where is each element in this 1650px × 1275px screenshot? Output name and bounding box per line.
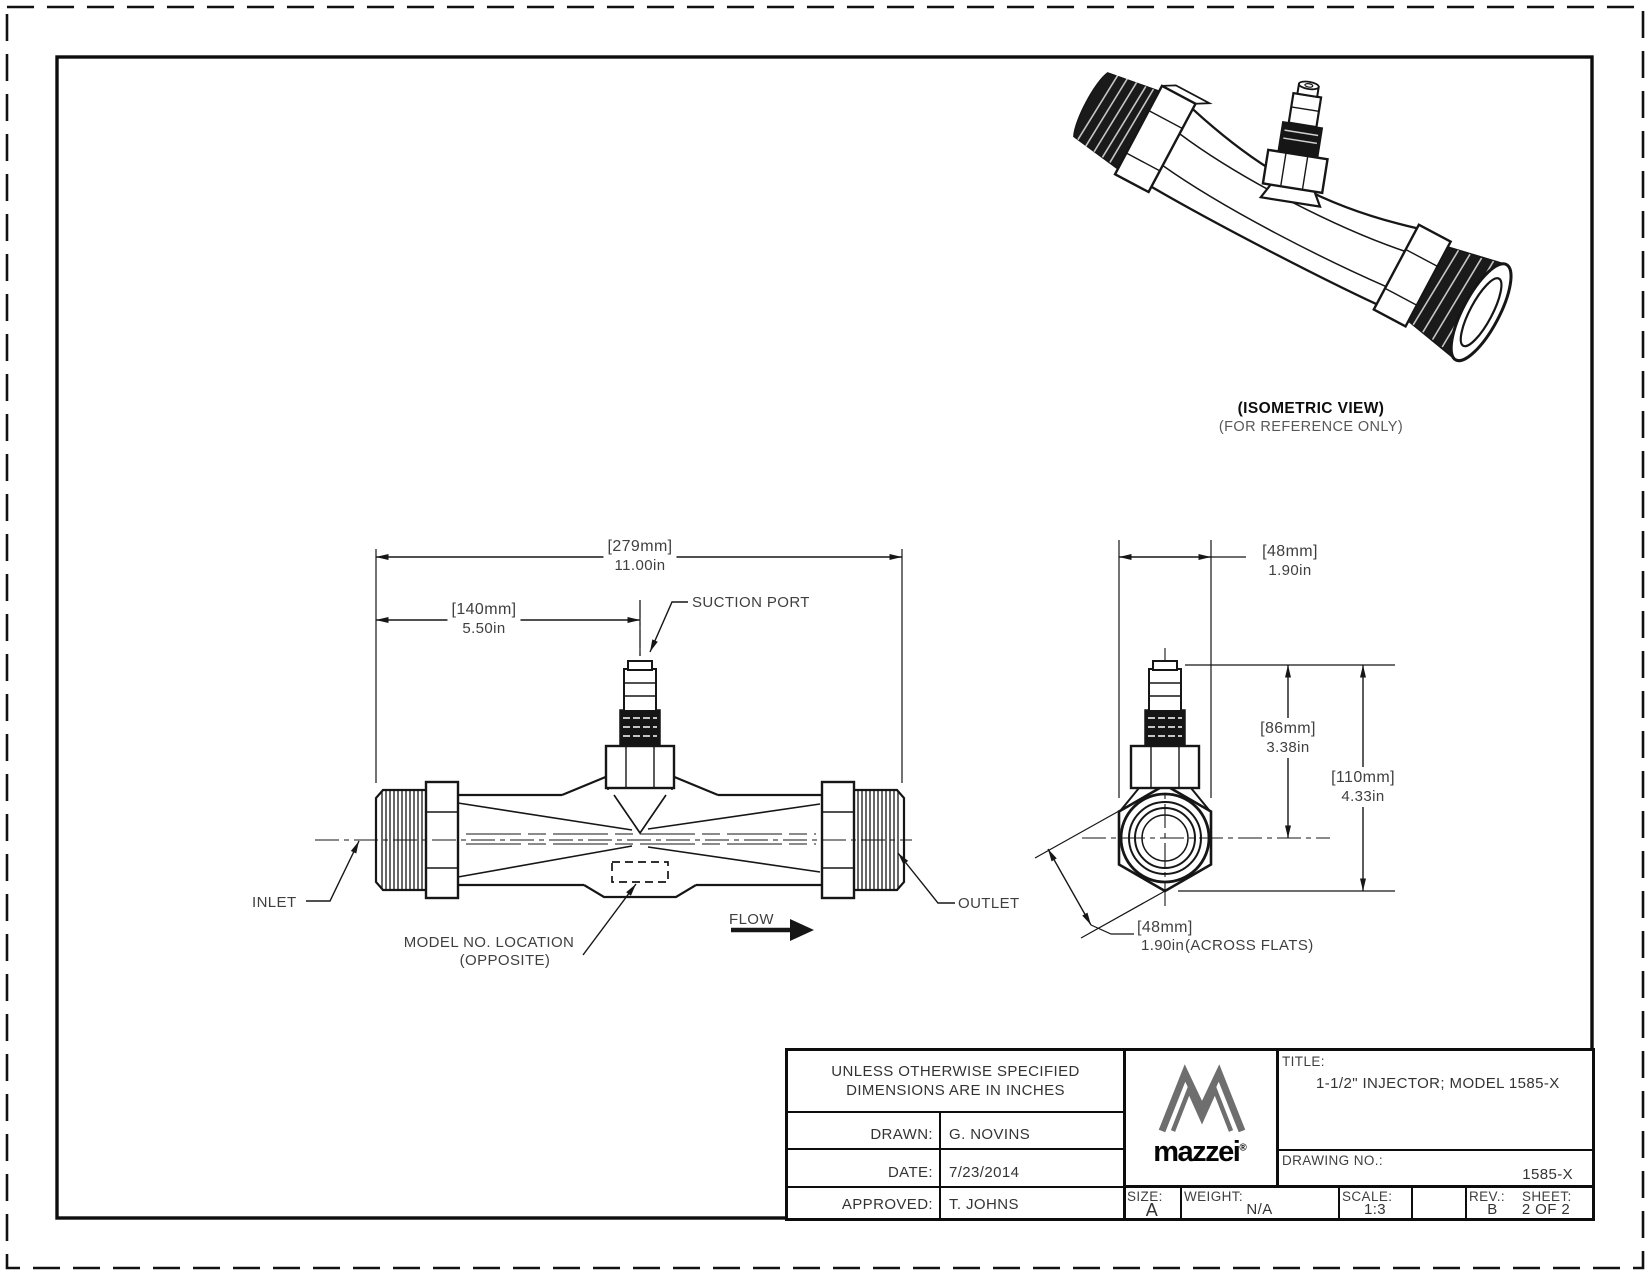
dim-across-flats-note: (ACROSS FLATS) <box>1185 937 1314 954</box>
size-value: A <box>1145 1200 1159 1220</box>
dim-total-height <box>1327 767 1399 807</box>
isometric-view <box>1061 52 1524 368</box>
label-model-no-opposite: (OPPOSITE) <box>459 952 551 969</box>
scale-value: 1:3 <box>1363 1201 1387 1218</box>
drawing-frame <box>57 57 1592 1218</box>
tolerance-note-line2: DIMENSIONS ARE IN INCHES <box>846 1082 1065 1099</box>
tolerance-note-line1: UNLESS OTHERWISE SPECIFIED <box>831 1063 1080 1080</box>
weight-label: WEIGHT: <box>1184 1189 1244 1204</box>
drawing-no-label: DRAWING NO.: <box>1282 1153 1384 1168</box>
approved-value: T. JOHNS <box>949 1196 1019 1213</box>
label-flow: FLOW <box>729 911 774 928</box>
dim-across-flats-mm: [48mm] <box>1137 919 1193 936</box>
sheet-label: SHEET: <box>1522 1189 1572 1204</box>
dim-overall-mm: [279mm] <box>607 538 673 555</box>
label-outlet: OUTLET <box>958 895 1020 912</box>
mazzei-logo-mark <box>1152 1059 1252 1135</box>
title-value: 1-1/2" INJECTOR; MODEL 1585-X <box>1316 1075 1560 1092</box>
dim-overall-length <box>603 536 676 576</box>
dim-overall-in: 11.00in <box>614 557 666 574</box>
dim-port-height-in: 3.38in <box>1266 739 1310 756</box>
mazzei-logo-text: mazzei <box>1153 1136 1240 1168</box>
titleblock-hline-title <box>1276 1149 1592 1151</box>
approved-label: APPROVED: <box>841 1196 933 1213</box>
registered-mark-icon: ® <box>1239 1142 1247 1154</box>
dim-port-height <box>1256 718 1320 758</box>
isometric-suction-port <box>1261 77 1339 206</box>
drawn-label: DRAWN: <box>870 1126 933 1143</box>
dim-suction-distance <box>447 599 520 639</box>
titleblock-vline-logo <box>1276 1051 1279 1187</box>
drawn-value: G. NOVINS <box>949 1126 1031 1143</box>
end-view-dimensions <box>1035 540 1395 938</box>
dim-end-width-in: 1.90in <box>1268 562 1312 579</box>
size-label: SIZE: <box>1127 1189 1163 1204</box>
label-suction-port: SUCTION PORT <box>692 594 810 611</box>
titleblock-hline-bottom-row <box>1123 1185 1592 1188</box>
titleblock-vline-scale <box>1411 1187 1413 1218</box>
isometric-caption: (ISOMETRIC VIEW) <box>1237 400 1385 417</box>
title-block <box>785 1048 1595 1221</box>
isometric-subcaption: (FOR REFERENCE ONLY) <box>1218 419 1404 435</box>
dim-across-flats-in: 1.90in <box>1141 937 1185 954</box>
date-label: DATE: <box>887 1164 933 1181</box>
sheet-value: 2 OF 2 <box>1521 1201 1571 1218</box>
rev-label: REV.: <box>1469 1189 1506 1204</box>
dim-total-height-mm: [110mm] <box>1331 769 1395 786</box>
dim-end-width <box>1258 541 1322 581</box>
titleblock-hline-3 <box>788 1186 1123 1188</box>
weight-value: N/A <box>1246 1201 1273 1218</box>
side-view <box>315 600 912 898</box>
mazzei-logo-wordmark <box>1153 1136 1246 1169</box>
title-label: TITLE: <box>1282 1054 1325 1069</box>
dim-port-height-mm: [86mm] <box>1260 720 1316 737</box>
dim-suction-in: 5.50in <box>462 620 506 637</box>
scale-label: SCALE: <box>1342 1189 1393 1204</box>
dim-total-height-in: 4.33in <box>1341 788 1385 805</box>
dim-suction-mm: [140mm] <box>451 601 517 618</box>
label-inlet: INLET <box>252 894 297 911</box>
titleblock-vline-left-col <box>1123 1051 1126 1218</box>
date-value: 7/23/2014 <box>949 1164 1020 1181</box>
titleblock-hline-1 <box>788 1111 1123 1113</box>
titleblock-hline-2 <box>788 1148 1123 1150</box>
drawing-no-value: 1585-X <box>1522 1166 1573 1183</box>
dim-end-width-mm: [48mm] <box>1262 543 1318 560</box>
rev-value: B <box>1487 1201 1498 1218</box>
label-model-no-location: MODEL NO. LOCATION <box>403 934 575 951</box>
titleblock-vline-labels <box>939 1111 941 1218</box>
